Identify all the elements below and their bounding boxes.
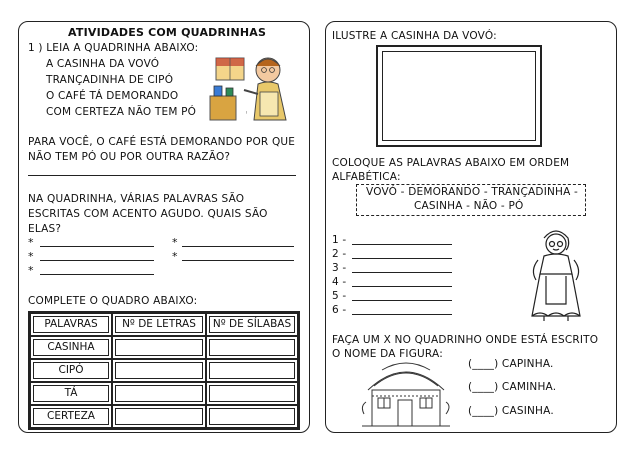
house-illustration <box>358 356 454 430</box>
bullet: * <box>172 250 178 263</box>
question-3-line-1: NA QUADRINHA, VÁRIAS PALAVRAS SÃO <box>28 193 245 205</box>
syllable-table <box>28 311 300 430</box>
column-header: PALAVRAS <box>33 316 109 333</box>
letters-input-cell[interactable] <box>115 408 203 425</box>
grandma-kitchen-illustration <box>208 52 300 122</box>
syllables-input-cell[interactable] <box>209 339 295 356</box>
bullet: * <box>28 264 34 277</box>
order-number: 2 - <box>332 248 347 260</box>
order-number: 1 - <box>332 234 347 246</box>
word-bank-line-2: CASINHA - NÃO - PÓ <box>414 200 524 212</box>
answer-line[interactable] <box>40 260 154 261</box>
answer-line[interactable] <box>352 244 452 245</box>
answer-line[interactable] <box>352 314 452 315</box>
word-cell: TÁ <box>33 385 109 402</box>
word-cell: CIPÓ <box>33 362 109 379</box>
bullet: * <box>28 236 34 249</box>
answer-line[interactable] <box>40 274 154 275</box>
option-capinha[interactable]: (____) CAPINHA. <box>468 358 554 370</box>
letters-input-cell[interactable] <box>115 385 203 402</box>
order-number: 5 - <box>332 290 347 302</box>
answer-line[interactable] <box>352 286 452 287</box>
answer-line[interactable] <box>28 175 296 176</box>
answer-line[interactable] <box>352 300 452 301</box>
bullet: * <box>28 250 34 263</box>
word-cell: CERTEZA <box>33 408 109 425</box>
question-2-line-2: NÃO TEM PÓ OU POR OUTRA RAZÃO? <box>28 151 231 163</box>
svg-text:~: ~ <box>244 110 249 114</box>
illustrate-instruction: ILUSTRE A CASINHA DA VOVÓ: <box>332 30 497 42</box>
mark-instruction-line-2: O NOME DA FIGURA: <box>332 348 443 360</box>
answer-line[interactable] <box>182 246 294 247</box>
column-header: Nº DE SÍLABAS <box>209 316 295 333</box>
order-number: 4 - <box>332 276 347 288</box>
grandma-illustration <box>520 224 592 322</box>
poem-line-4: COM CERTEZA NÃO TEM PÓ <box>46 106 197 118</box>
answer-line[interactable] <box>182 260 294 261</box>
word-bank-line-1: VOVÓ - DEMORANDO - TRANÇADINHA - <box>366 186 579 198</box>
table-row <box>30 405 298 428</box>
option-casinha[interactable]: (____) CASINHA. <box>468 405 554 417</box>
table-header-row <box>30 313 298 336</box>
syllables-input-cell[interactable] <box>209 408 295 425</box>
poem-line-3: O CAFÉ TÁ DEMORANDO <box>46 90 179 102</box>
poem-line-1: A CASINHA DA VOVÓ <box>46 58 160 70</box>
worksheet-title: ATIVIDADES COM QUADRINHAS <box>68 26 267 39</box>
order-instruction-line-1: COLOQUE AS PALAVRAS ABAIXO EM ORDEM <box>332 157 570 169</box>
bullet: * <box>172 236 178 249</box>
drawing-frame[interactable] <box>376 45 542 147</box>
syllables-input-cell[interactable] <box>209 385 295 402</box>
question-2-line-1: PARA VOCÊ, O CAFÉ ESTÁ DEMORANDO POR QUE <box>28 136 296 148</box>
order-number: 6 - <box>332 304 347 316</box>
complete-instruction: COMPLETE O QUADRO ABAIXO: <box>28 295 198 307</box>
table-row <box>30 359 298 382</box>
letters-input-cell[interactable] <box>115 362 203 379</box>
answer-line[interactable] <box>352 272 452 273</box>
question-3-line-3: ELAS? <box>28 223 62 235</box>
column-header: Nº DE LETRAS <box>115 316 203 333</box>
syllables-input-cell[interactable] <box>209 362 295 379</box>
question-1: 1 ) LEIA A QUADRINHA ABAIXO: <box>28 42 199 54</box>
table-row <box>30 382 298 405</box>
option-caminha[interactable]: (____) CAMINHA. <box>468 381 557 393</box>
answer-line[interactable] <box>40 246 154 247</box>
order-number: 3 - <box>332 262 347 274</box>
word-cell: CASINHA <box>33 339 109 356</box>
poem-line-2: TRANÇADINHA DE CIPÓ <box>46 74 174 86</box>
question-3-line-2: ESCRITAS COM ACENTO AGUDO. QUAIS SÃO <box>28 208 268 220</box>
mark-instruction-line-1: FAÇA UM X NO QUADRINHO ONDE ESTÁ ESCRITO <box>332 334 599 346</box>
order-instruction-line-2: ALFABÉTICA: <box>332 171 401 183</box>
letters-input-cell[interactable] <box>115 339 203 356</box>
table-row <box>30 336 298 359</box>
answer-line[interactable] <box>352 258 452 259</box>
